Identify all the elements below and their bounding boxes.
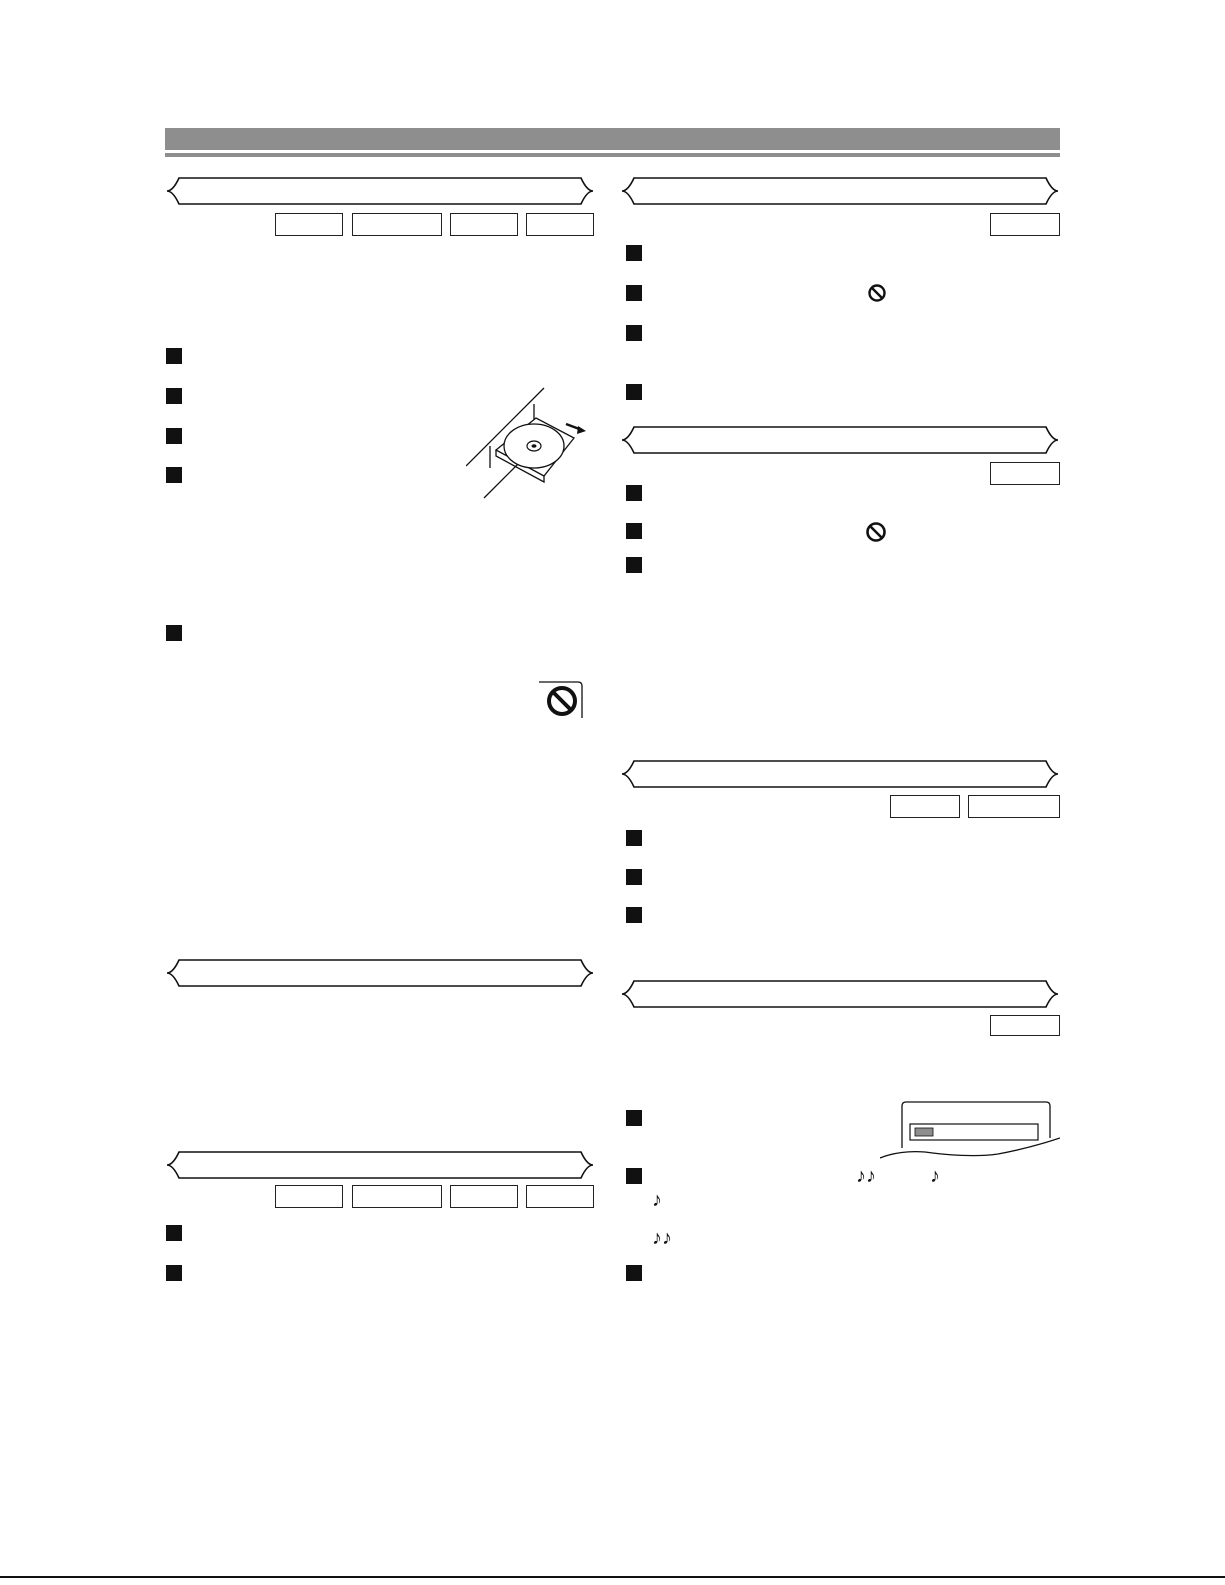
prohibit-icon xyxy=(867,283,887,308)
music-note-single: ♪ xyxy=(652,1189,662,1211)
step-marker-icon xyxy=(626,1168,642,1184)
disc-type-tag xyxy=(526,1185,594,1208)
disc-type-tag xyxy=(352,213,442,236)
disc-type-tag xyxy=(275,1185,343,1208)
step-marker-icon xyxy=(166,348,182,364)
disc-type-tag xyxy=(450,213,518,236)
disc-type-tag xyxy=(890,795,960,818)
step-marker-icon xyxy=(626,557,642,573)
music-note-double: ♪♪ xyxy=(652,1227,672,1249)
disc-type-tag xyxy=(990,213,1060,236)
step-marker-icon xyxy=(626,830,642,846)
step-marker-icon xyxy=(626,523,642,539)
section-banner-left-2 xyxy=(165,957,595,989)
step-marker-icon xyxy=(626,384,642,400)
step-marker-icon xyxy=(626,1110,642,1126)
step-marker-icon xyxy=(166,428,182,444)
disc-tray-icon xyxy=(466,386,591,501)
step-marker-icon xyxy=(166,467,182,483)
disc-type-tag xyxy=(275,213,343,236)
section-banner-left-3 xyxy=(165,1149,595,1181)
step-marker-icon xyxy=(626,485,642,501)
disc-type-tag xyxy=(352,1185,442,1208)
prohibit-icon xyxy=(865,521,887,548)
step-marker-icon xyxy=(626,245,642,261)
step-marker-icon xyxy=(166,388,182,404)
page-header-rule xyxy=(165,153,1060,157)
step-marker-icon xyxy=(626,285,642,301)
step-marker-icon xyxy=(166,625,182,641)
music-note-double: ♪♪ xyxy=(856,1165,876,1187)
section-banner-right-3 xyxy=(620,758,1060,790)
step-marker-icon xyxy=(166,1265,182,1281)
prohibit-symbol-box xyxy=(535,680,585,720)
section-banner-right-1 xyxy=(620,175,1060,207)
step-marker-icon xyxy=(626,869,642,885)
page-bottom-rule xyxy=(0,1576,1225,1578)
disc-type-tag xyxy=(450,1185,518,1208)
disc-type-tag xyxy=(526,213,594,236)
step-marker-icon xyxy=(626,907,642,923)
disc-type-tag xyxy=(968,795,1060,818)
section-banner-right-4 xyxy=(620,978,1060,1010)
disc-type-tag xyxy=(990,1015,1060,1036)
step-marker-icon xyxy=(166,1225,182,1241)
step-marker-icon xyxy=(626,1265,642,1281)
page-header-bar xyxy=(165,128,1060,150)
disc-type-tag xyxy=(990,462,1060,485)
section-banner-right-2 xyxy=(620,424,1060,456)
screen-display-illustration xyxy=(880,1100,1060,1162)
section-banner-left-1 xyxy=(165,175,595,207)
step-marker-icon xyxy=(626,325,642,341)
music-note-single: ♪ xyxy=(930,1165,940,1187)
